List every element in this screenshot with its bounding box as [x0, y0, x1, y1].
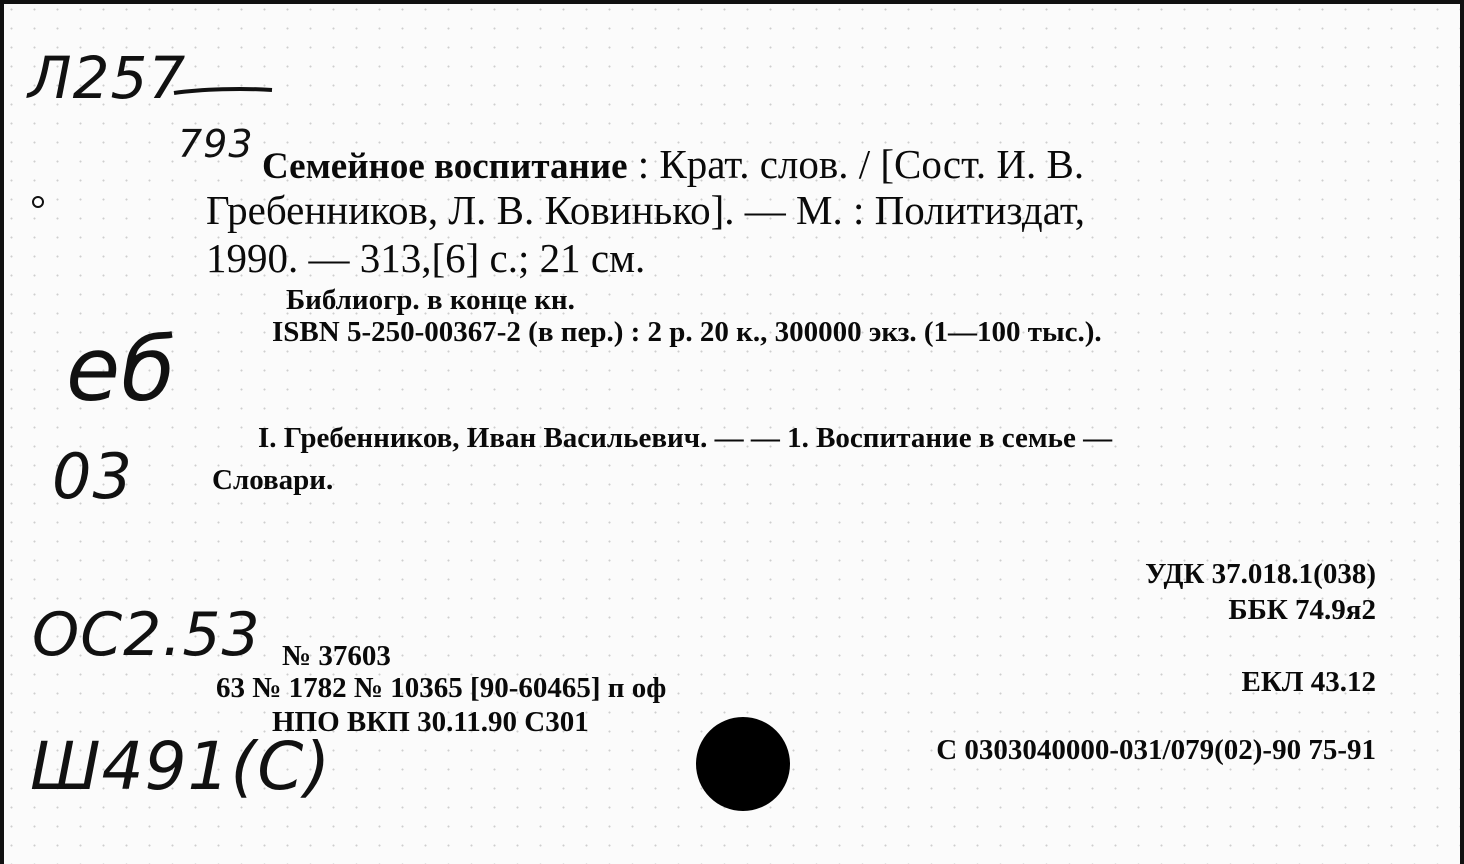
- handwritten-code-oc: ОС2.53: [32, 600, 261, 670]
- entry-line-1-rest: : Крат. слов. / [Сост. И. В.: [627, 141, 1085, 187]
- entry-tracing-line-2: Словари.: [212, 464, 334, 496]
- punch-hole-mark: [32, 196, 44, 208]
- classification-udk: УДК 37.018.1(038): [1145, 558, 1376, 590]
- entry-line-1: [262, 140, 1084, 188]
- entry-title: Семейное воспитание: [262, 146, 628, 187]
- entry-note-isbn: ISBN 5-250-00367-2 (в пер.) : 2 р. 20 к., 300000 экз. (1—100 тыс.).: [272, 316, 1102, 348]
- production-number: № 37603: [282, 640, 391, 672]
- card-border-right: [1460, 0, 1464, 864]
- classification-ekl: ЕКЛ 43.12: [1241, 666, 1376, 698]
- production-line-3: НПО ВКП 30.11.90 С301: [272, 706, 589, 738]
- classification-bbk: ББК 74.9я2: [1228, 594, 1376, 626]
- printed-black-dot: [696, 717, 790, 811]
- classification-code: С 0303040000-031/079(02)-90 75-91: [936, 734, 1376, 766]
- handwritten-number: 793: [178, 122, 254, 166]
- card-border-left: [0, 0, 4, 864]
- card-border-top: [0, 0, 1464, 4]
- handwritten-shelfmark: Л257: [28, 44, 187, 112]
- entry-line-2: Гребенников, Л. В. Ковинько]. — М. : Политиздат,: [206, 187, 1085, 233]
- entry-line-3: 1990. — 313,[6] с.; 21 см.: [206, 235, 646, 281]
- production-line-2: 63 № 1782 № 10365 [90-60465] п оф: [216, 672, 667, 704]
- handwritten-code-eb: еб: [66, 318, 177, 421]
- entry-tracing-line-1: I. Гребенников, Иван Васильевич. — — 1. Воспитание в семье —: [258, 422, 1113, 454]
- handwritten-code-03: 03: [52, 440, 133, 513]
- entry-note-bibliography: Библиогр. в конце кн.: [286, 284, 575, 316]
- handwritten-code-sh: Ш491(С): [30, 728, 332, 805]
- handwritten-dash: [172, 84, 276, 98]
